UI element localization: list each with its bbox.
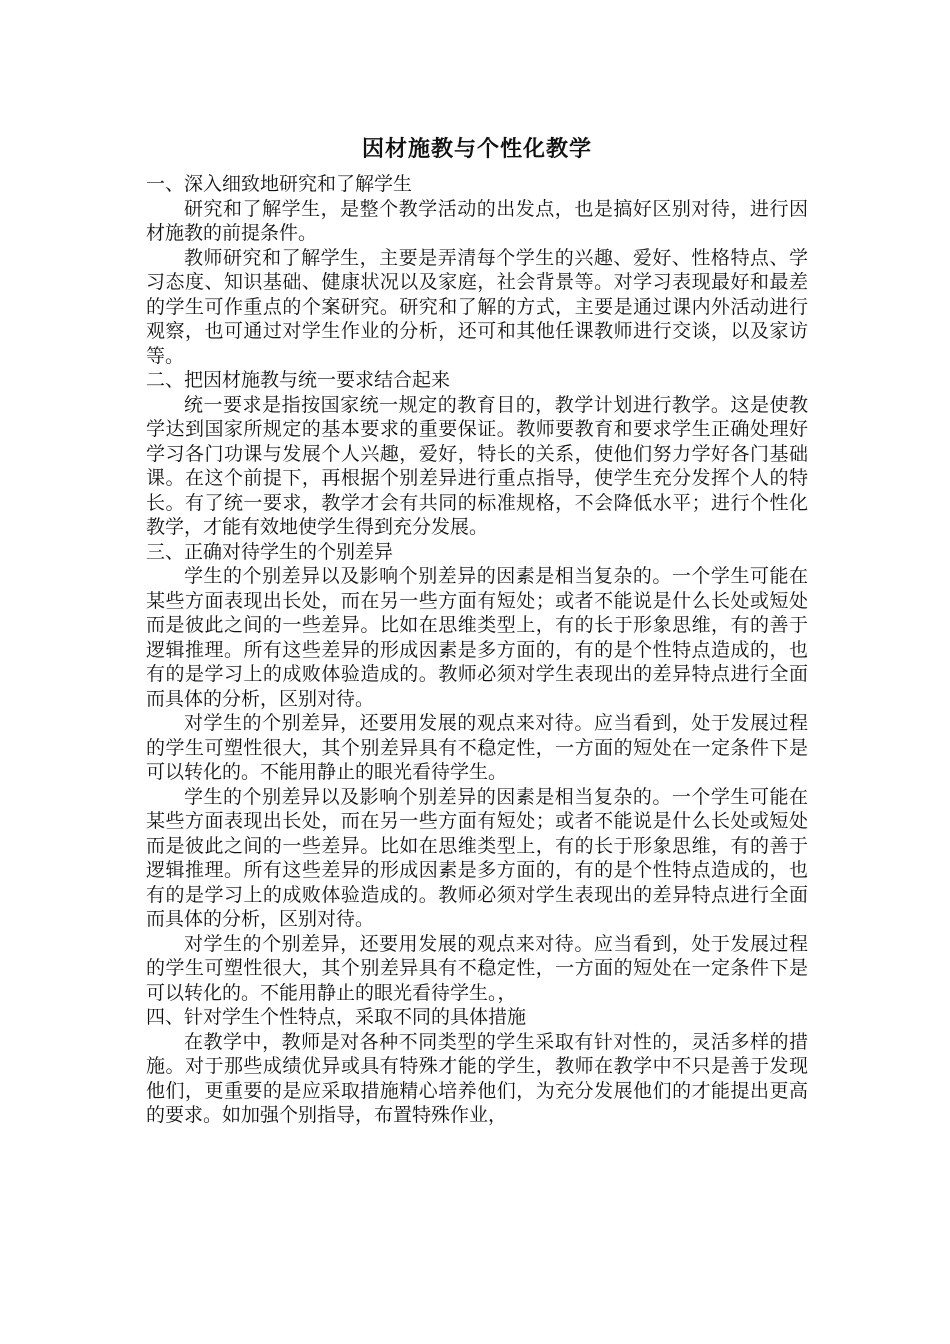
paragraph: 对学生的个别差异，还要用发展的观点来对待。应当看到，处于发展过程的学生可塑性很大，其个别差异具有不稳定性，一方面的短处在一定条件下是可以转化的。不能用静止的眼光看待学生。， xyxy=(146,932,808,1004)
paragraph: 学生的个别差异以及影响个别差异的因素是相当复杂的。一个学生可能在某些方面表现出长处，而在另一些方面有短处；或者不能说是什么长处或短处而是彼此之间的一些差异。比如在思维类型上，有的长于形象思维，有的善于逻辑推理。所有这些差异的形成因素是多方面的，有的是个性特点造成的，也有的是学习上的成败体验造成的。教师必须对学生表现出的差异特点进行全面而具体的分析，区别对待。 xyxy=(146,785,808,930)
paragraph: 在教学中，教师是对各种不同类型的学生采取有针对性的，灵活多样的措施。对于那些成绩优异或具有特殊才能的学生，教师在教学中不只是善于发现他们，更重要的是应采取措施精心培养他们，为充分发展他们的才能提出更高的要求。如加强个别指导，布置特殊作业， xyxy=(146,1030,808,1126)
paragraph: 对学生的个别差异，还要用发展的观点来对待。应当看到，处于发展过程的学生可塑性很大，其个别差异具有不稳定性，一方面的短处在一定条件下是可以转化的。不能用静止的眼光看待学生。 xyxy=(146,712,808,783)
section-heading: 二、把因材施教与统一要求结合起来 xyxy=(146,369,451,391)
section-heading: 一、深入细致地研究和了解学生 xyxy=(146,173,413,195)
paragraph: 统一要求是指按国家统一规定的教育目的，教学计划进行教学。这是使教学达到国家所规定的基本要求的重要保证。教师要教育和要求学生正确处理好学习各门功课与发展个人兴趣，爱好，特长的关系，使他们努力学好各门基础课。在这个前提下，再根据个别差异进行重点指导，使学生充分发挥个人的特长。有了统一要求，教学才会有共同的标准规格，不会降低水平；进行个性化教学，才能有效地使学生得到充分发展。 xyxy=(146,393,808,538)
document-page xyxy=(146,132,808,1128)
section-4 xyxy=(146,1005,808,1128)
section-heading: 四、针对学生个性特点，采取不同的具体措施 xyxy=(146,1006,527,1028)
section-3 xyxy=(146,540,808,1006)
document-title: 因材施教与个性化教学 xyxy=(361,136,592,162)
paragraph: 教师研究和了解学生，主要是弄清每个学生的兴趣、爱好、性格特点、学习态度、知识基础、健康状况以及家庭，社会背景等。对学习表现最好和最差的学生可作重点的个案研究。研究和了解的方式，主要是通过课内外活动进行观察，也可通过对学生作业的分析，还可和其他任课教师进行交谈，以及家访等。 xyxy=(146,246,808,367)
paragraph: 学生的个别差异以及影响个别差异的因素是相当复杂的。一个学生可能在某些方面表现出长处，而在另一些方面有短处；或者不能说是什么长处或短处而是彼此之间的一些差异。比如在思维类型上，有的长于形象思维，有的善于逻辑推理。所有这些差异的形成因素是多方面的，有的是个性特点造成的，也有的是学习上的成败体验造成的。教师必须对学生表现出的差异特点进行全面而具体的分析，区别对待。 xyxy=(146,565,808,710)
section-2 xyxy=(146,368,808,540)
paragraph: 研究和了解学生，是整个教学活动的出发点，也是搞好区别对待，进行因材施教的前提条件。 xyxy=(146,197,808,244)
section-1 xyxy=(146,172,808,368)
section-heading: 三、正确对待学生的个别差异 xyxy=(146,540,394,563)
